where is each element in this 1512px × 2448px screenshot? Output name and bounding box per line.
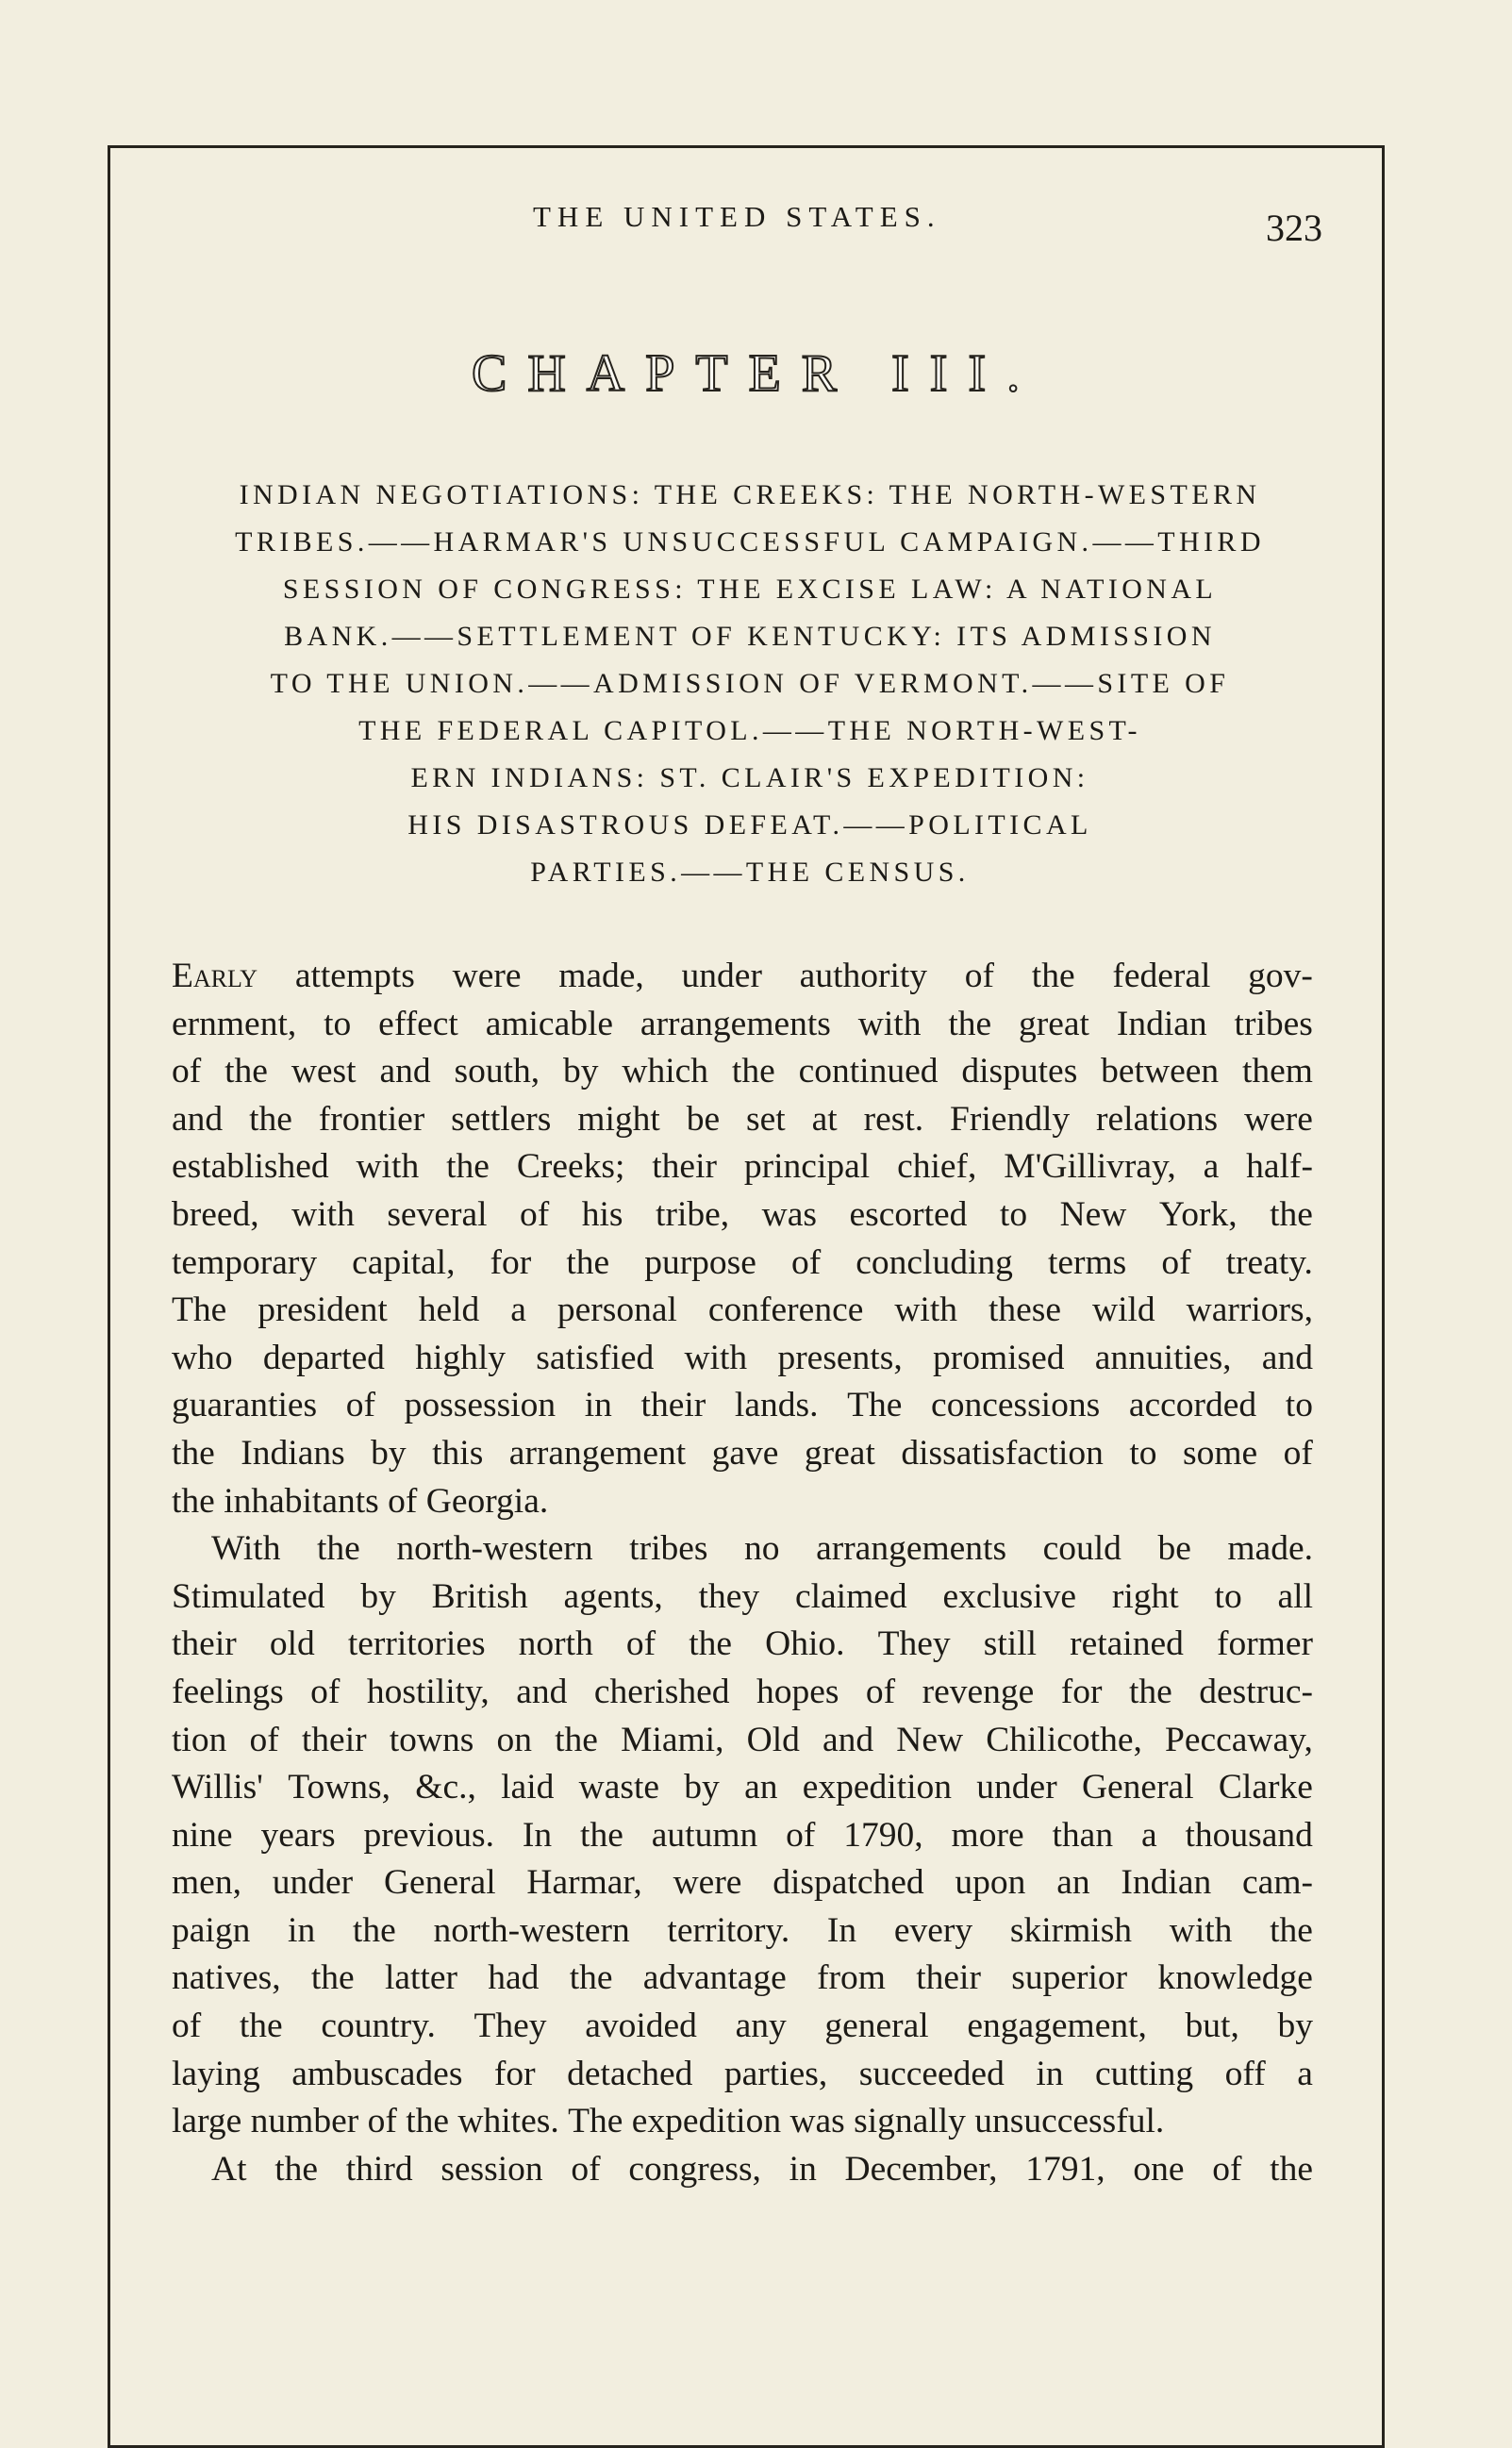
body-line: breed, with several of his tribe, was escorted to New York, the xyxy=(172,1194,1313,1234)
body-line: the inhabitants of Georgia. xyxy=(172,1481,549,1521)
body-line: of the west and south, by which the continued disputes between them xyxy=(172,1052,1313,1091)
synopsis-line: HIS DISASTROUS DEFEAT.——POLITICAL xyxy=(407,809,1092,841)
body-text xyxy=(172,953,1313,2193)
body-line: tion of their towns on the Miami, Old and New Chilicothe, Peccaway, xyxy=(172,1720,1313,1759)
body-line: Willis' Towns, &c., laid waste by an expedition under General Clarke xyxy=(172,1768,1313,1807)
body-line: who departed highly satisfied with presents, promised annuities, and xyxy=(172,1338,1313,1377)
synopsis-line: SESSION OF CONGRESS: THE EXCISE LAW: A NATIONAL xyxy=(282,574,1218,605)
body-line: temporary capital, for the purpose of concluding terms of treaty. xyxy=(172,1242,1313,1282)
body-line: established with the Creeks; their principal chief, M'Gillivray, a half- xyxy=(172,1147,1313,1187)
body-line: The president held a personal conference with these wild warriors, xyxy=(172,1291,1313,1330)
page-number: 323 xyxy=(1266,207,1322,249)
synopsis-line: TRIBES.——HARMAR'S UNSUCCESSFUL CAMPAIGN.——THIRD xyxy=(235,526,1265,558)
body-line: ernment, to effect amicable arrangements with the great Indian tribes xyxy=(172,1004,1313,1043)
running-head: THE UNITED STATES. xyxy=(533,200,941,233)
chapter-title: CHAPTER III. xyxy=(472,344,1041,403)
body-line: Stimulated by British agents, they claimed exclusive right to all xyxy=(172,1576,1313,1616)
body-line: men, under General Harmar, were dispatched upon an Indian cam- xyxy=(172,1863,1313,1903)
synopsis-line: TO THE UNION.——ADMISSION OF VERMONT.——SITE OF xyxy=(270,668,1230,699)
body-line: paign in the north-western territory. In every skirmish with the xyxy=(172,1910,1313,1950)
body-line: guaranties of possession in their lands. The concessions accorded to xyxy=(172,1386,1313,1425)
body-line: At the third session of congress, in December, 1791, one of the xyxy=(211,2149,1313,2189)
body-line: laying ambuscades for detached parties, succeeded in cutting off a xyxy=(172,2054,1313,2093)
synopsis-line: PARTIES.——THE CENSUS. xyxy=(530,857,970,888)
body-line: nine years previous. In the autumn of 1790, more than a thousand xyxy=(172,1815,1313,1855)
synopsis-line: INDIAN NEGOTIATIONS: THE CREEKS: THE NORTH-WESTERN xyxy=(239,479,1261,510)
body-line: feelings of hostility, and cherished hopes of revenge for the destruc- xyxy=(172,1672,1313,1711)
body-line: and the frontier settlers might be set at rest. Friendly relations were xyxy=(172,1099,1313,1139)
synopsis-line: ERN INDIANS: ST. CLAIR'S EXPEDITION: xyxy=(410,762,1089,793)
body-line: Early attempts were made, under authority of the federal gov- xyxy=(172,957,1313,995)
chapter-synopsis xyxy=(160,472,1339,896)
body-line: With the north-western tribes no arrangements could be made. xyxy=(211,1529,1313,1569)
body-line: of the country. They avoided any general engagement, but, by xyxy=(172,2007,1313,2046)
synopsis-line: THE FEDERAL CAPITOL.——THE NORTH-WEST- xyxy=(358,715,1141,746)
synopsis-line: BANK.——SETTLEMENT OF KENTUCKY: ITS ADMISSION xyxy=(284,621,1216,652)
body-line: their old territories north of the Ohio. They still retained former xyxy=(172,1624,1313,1664)
body-line: natives, the latter had the advantage from their superior knowledge xyxy=(172,1958,1313,1998)
body-line: the Indians by this arrangement gave great dissatisfaction to some of xyxy=(172,1433,1313,1473)
body-line: large number of the whites. The expedition was signally unsuccessful. xyxy=(172,2102,1165,2141)
